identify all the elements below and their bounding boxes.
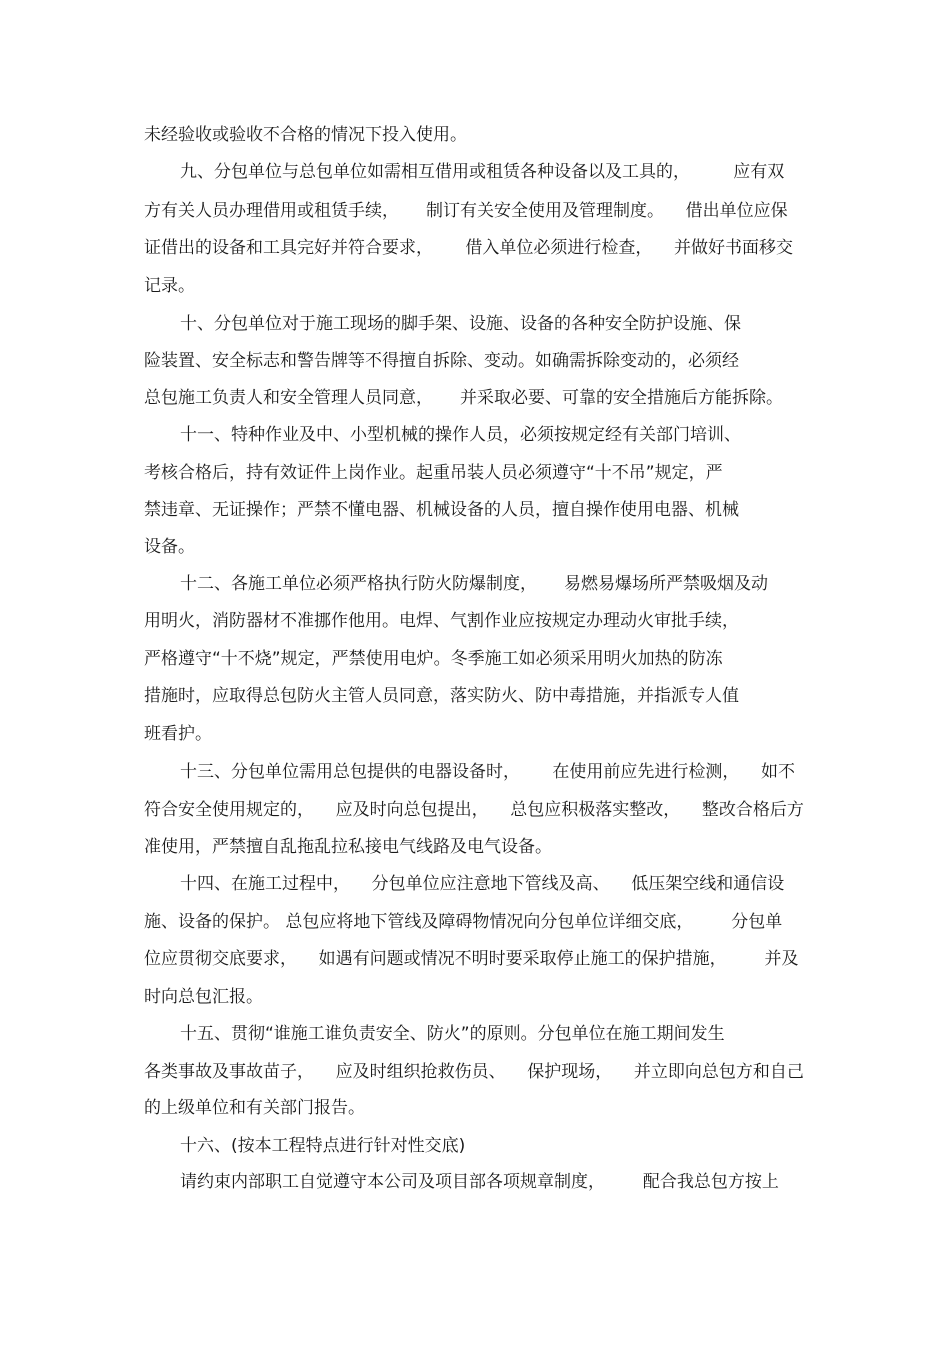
text-line: 的上级单位和有关部门报告。 — [144, 1098, 365, 1118]
text-line: 方有关人员办理借用或租赁手续， 制订有关安全使用及管理制度。 借出单位应保 — [144, 201, 788, 221]
text-line: 十、分包单位对于施工现场的脚手架、设施、设备的各种安全防护设施、保 — [180, 314, 741, 334]
text-line: 十一、特种作业及中、小型机械的操作人员，必须按规定经有关部门培训、 — [180, 425, 741, 445]
text-line: 设备。 — [144, 537, 195, 557]
text-line: 施、设备的保护。 总包应将地下管线及障碍物情况向分包单位详细交底， 分包单 — [144, 912, 783, 932]
text-line: 未经验收或验收不合格的情况下投入使用。 — [144, 125, 467, 145]
text-line: 十三、分包单位需用总包提供的电器设备时， 在使用前应先进行检测， 如不 — [180, 762, 796, 782]
text-line: 措施时，应取得总包防火主管人员同意，落实防火、防中毒措施，并指派专人值 — [144, 686, 739, 706]
text-line: 险装置、安全标志和警告牌等不得擅自拆除、变动。如确需拆除变动的，必须经 — [144, 351, 739, 371]
text-line: 禁违章、无证操作；严禁不懂电器、机械设备的人员，擅自操作使用电器、机械 — [144, 500, 739, 520]
text-line: 十五、贯彻“谁施工谁负责安全、防火”的原则。分包单位在施工期间发生 — [180, 1024, 725, 1044]
text-line: 用明火，消防器材不准挪作他用。电焊、气割作业应按规定办理动火审批手续， — [144, 611, 739, 631]
text-line: 准使用，严禁擅自乱拖乱拉私接电气线路及电气设备。 — [144, 837, 552, 857]
text-line: 请约束内部职工自觉遵守本公司及项目部各项规章制度， 配合我总包方按上 — [180, 1172, 779, 1192]
text-line: 九、分包单位与总包单位如需相互借用或租赁各种设备以及工具的， 应有双 — [180, 162, 785, 182]
text-line: 十二、各施工单位必须严格执行防火防爆制度， 易燃易爆场所严禁吸烟及动 — [180, 574, 769, 594]
text-line: 总包施工负责人和安全管理人员同意， 并采取必要、可靠的安全措施后方能拆除。 — [144, 388, 784, 408]
text-line: 证借出的设备和工具完好并符合要求， 借入单位必须进行检查， 并做好书面移交 — [144, 238, 794, 258]
text-line: 记录。 — [144, 276, 195, 296]
text-line: 十六、(按本工程特点进行针对性交底) — [180, 1136, 466, 1156]
text-line: 时向总包汇报。 — [144, 987, 263, 1007]
text-line: 符合安全使用规定的， 应及时向总包提出， 总包应积极落实整改， 整改合格后方 — [144, 800, 804, 820]
text-line: 位应贯彻交底要求， 如遇有问题或情况不明时要采取停止施工的保护措施， 并及 — [144, 949, 799, 969]
text-line: 考核合格后，持有效证件上岗作业。起重吊装人员必须遵守“十不吊”规定，严 — [144, 463, 723, 483]
text-line: 十四、在施工过程中， 分包单位应注意地下管线及高、 低压架空线和通信设 — [180, 874, 785, 894]
text-line: 各类事故及事故苗子， 应及时组织抢救伤员、 保护现场， 并立即向总包方和自己 — [144, 1062, 804, 1082]
text-line: 严格遵守“十不烧”规定，严禁使用电炉。冬季施工如必须采用明火加热的防冻 — [144, 649, 723, 669]
text-line: 班看护。 — [144, 724, 212, 744]
